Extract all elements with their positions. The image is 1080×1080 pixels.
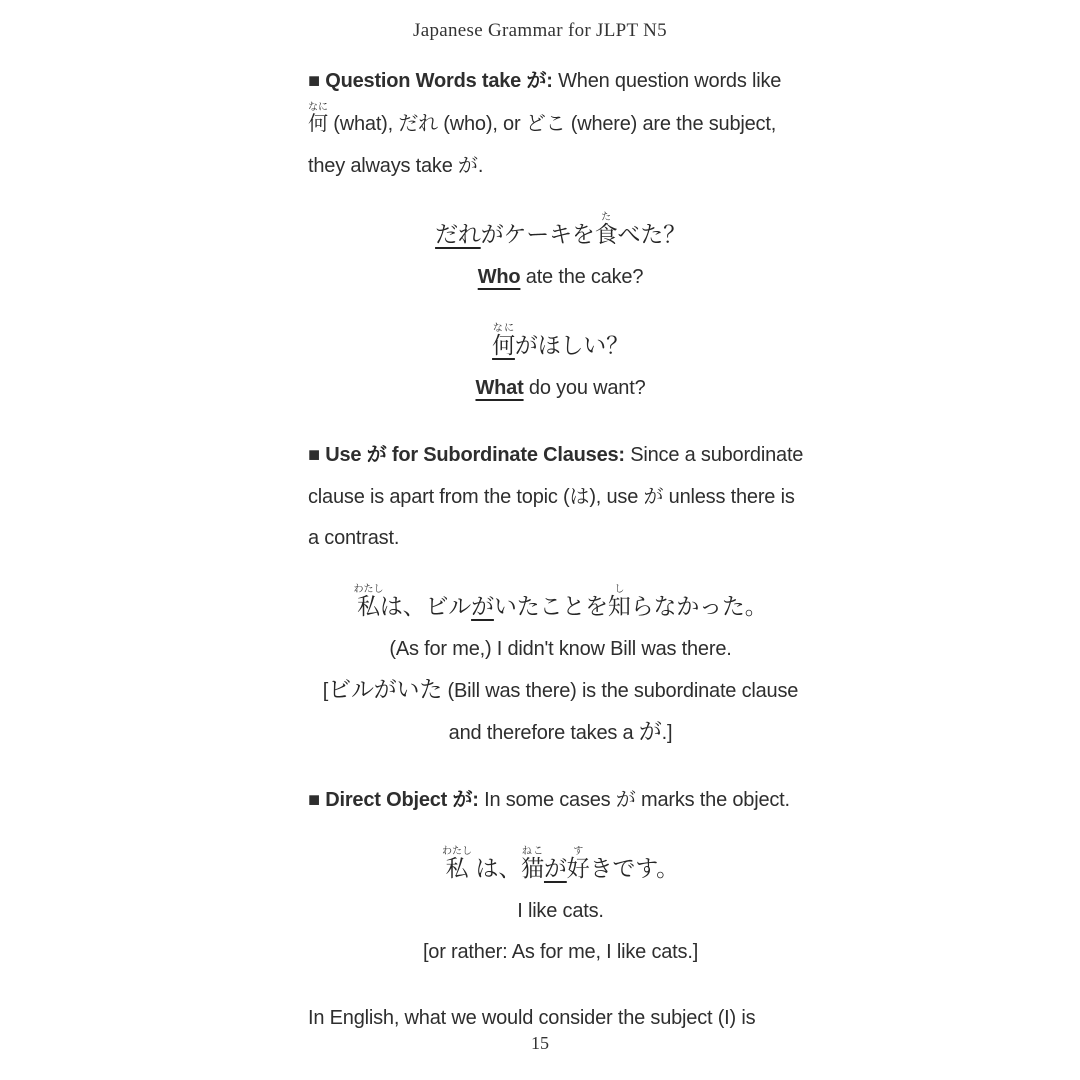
furigana-annotation: わたし: [353, 584, 384, 595]
ruby-base: 私: [353, 594, 384, 620]
furigana-annotation: なに: [492, 323, 515, 334]
english-text-run: ), use: [589, 486, 644, 508]
japanese-text-run: らなかった。: [630, 594, 768, 620]
furigana-annotation: た: [594, 212, 618, 223]
ruby-base: 好: [566, 856, 590, 882]
text-line: [308, 846, 813, 891]
english-text-run: (Bill was there) is the subordinate clause: [442, 680, 799, 702]
page-header-title: Japanese Grammar for JLPT N5: [413, 20, 667, 41]
japanese-text-run: が: [615, 787, 636, 811]
japanese-text-run: [442, 846, 473, 882]
text-line: [308, 60, 813, 102]
text-line: [308, 670, 813, 712]
text-line: [308, 476, 813, 518]
text-line: [308, 212, 813, 257]
japanese-text-run: ビルがいた: [328, 677, 443, 703]
ruby-base: 私: [442, 856, 473, 882]
english-text-run: for Subordinate Clauses:: [386, 444, 631, 466]
japanese-text-run: きです。: [589, 856, 679, 882]
english-text-run: When question words like: [558, 70, 782, 92]
english-text-run: (As for me,) I didn't know Bill was there.: [389, 638, 732, 660]
text-line: [308, 518, 813, 559]
text-line: [308, 779, 813, 821]
english-text-run: (what),: [327, 113, 399, 135]
ruby-base: 何: [492, 333, 515, 359]
english-text-run: and therefore takes a: [448, 722, 639, 744]
english-text-run: ■ Direct Object: [308, 789, 453, 811]
ruby-base: 知: [607, 594, 631, 620]
text-line: [308, 712, 813, 754]
japanese-text-run: が: [643, 484, 664, 508]
japanese-text-run: だれ: [398, 111, 438, 135]
japanese-text-run: が: [452, 787, 473, 811]
english-text-run: (who), or: [437, 113, 526, 135]
english-text-run: Since a subordinate: [630, 444, 804, 466]
japanese-text-run: だれ: [435, 222, 481, 248]
text-line: [308, 434, 813, 476]
section-ga-subordinate-clauses: [308, 434, 813, 559]
english-text-run: unless there is: [663, 486, 795, 508]
text-line: [308, 257, 813, 298]
ruby-base: 何: [308, 111, 328, 135]
japanese-text-run: [353, 584, 384, 620]
english-text-run: In English, what we would consider the subject (I) is: [308, 1007, 756, 1029]
english-text-run: ■ Question Words take: [308, 70, 527, 92]
furigana-annotation: わたし: [442, 846, 473, 857]
text-line: [308, 891, 813, 932]
english-text-run: [or rather: As for me, I like cats.]: [422, 941, 699, 963]
japanese-text-run: いたことを: [493, 594, 608, 620]
text-line: [308, 368, 813, 409]
english-text-run: clause is apart from the topic (: [308, 486, 570, 508]
example-bill-was-there: [308, 584, 813, 754]
english-text-run: :: [472, 789, 485, 811]
japanese-text-run: がほしい？: [514, 333, 629, 359]
japanese-text-run: は: [569, 484, 590, 508]
furigana-annotation: す: [566, 846, 590, 857]
text-line: [308, 932, 813, 973]
example-who-ate-the-cake: [308, 212, 813, 298]
english-text-run: I like cats.: [517, 900, 604, 922]
text-line: [308, 584, 813, 629]
japanese-text-run: べた？: [617, 222, 686, 248]
ruby-base: 食: [594, 222, 618, 248]
english-text-run: a contrast.: [308, 527, 400, 549]
english-text-run: ate the cake?: [520, 266, 644, 288]
text-line: [308, 145, 813, 187]
japanese-text-run: [492, 323, 515, 359]
english-text-run: :: [546, 70, 559, 92]
example-i-like-cats: [308, 846, 813, 973]
text-line: [308, 629, 813, 670]
text-line: [308, 102, 813, 145]
ruby-base: 猫: [521, 856, 544, 882]
english-text-run: In some cases: [484, 789, 616, 811]
japanese-text-run: が: [638, 719, 662, 745]
section-question-words-ga: [308, 60, 813, 187]
text-line: [308, 323, 813, 368]
english-text-run: Who: [477, 266, 521, 288]
japanese-text-run: が: [543, 856, 567, 882]
section-direct-object-ga: [308, 779, 813, 821]
japanese-text-run: は、: [468, 856, 522, 882]
japanese-text-run: は、ビル: [379, 594, 472, 620]
english-text-run: (where) are the subject,: [565, 113, 777, 135]
page-body: [308, 60, 813, 1064]
english-text-run: [: [322, 680, 329, 702]
english-text-run: they always take: [308, 155, 459, 177]
japanese-text-run: どこ: [525, 111, 566, 135]
furigana-annotation: し: [607, 584, 631, 595]
english-text-run: .]: [661, 722, 673, 744]
japanese-text-run: が: [526, 68, 547, 92]
japanese-text-run: [521, 846, 544, 882]
english-text-run: do you want?: [523, 377, 646, 399]
japanese-text-run: [607, 584, 631, 620]
japanese-text-run: [308, 102, 328, 135]
english-text-run: What: [475, 377, 524, 399]
english-text-run: marks the object.: [635, 789, 790, 811]
page-number: 15: [531, 1033, 549, 1053]
english-text-run: ■ Use: [308, 444, 367, 466]
furigana-annotation: ねこ: [521, 846, 544, 857]
example-what-do-you-want: [308, 323, 813, 409]
english-text-run: .: [477, 155, 484, 177]
furigana-annotation: なに: [308, 102, 328, 113]
japanese-text-run: が: [458, 153, 478, 177]
japanese-text-run: が: [471, 594, 494, 620]
japanese-text-run: [566, 846, 590, 882]
japanese-text-run: が: [366, 442, 387, 466]
japanese-text-run: がケーキを: [480, 222, 595, 248]
japanese-text-run: [594, 212, 618, 248]
